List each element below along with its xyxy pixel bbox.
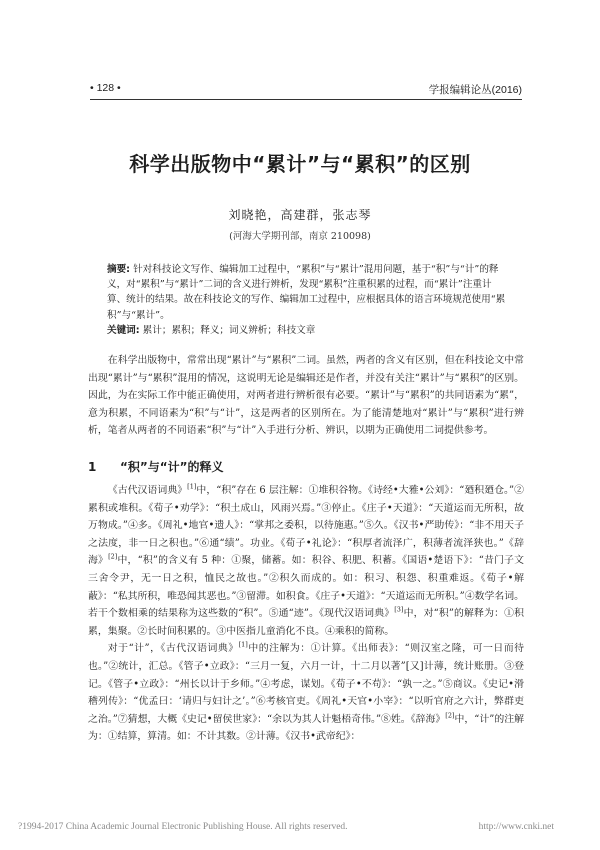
section-title: “积”与“计”的释义 bbox=[120, 460, 224, 474]
authors: 刘晓艳，高建群，张志琴 bbox=[228, 208, 372, 222]
intro-section bbox=[88, 352, 524, 440]
citation-link[interactable]: [2] bbox=[108, 553, 118, 562]
keywords-text: 累计；累积；释义；词义辨析；科技文章 bbox=[139, 325, 316, 336]
paragraph-ji bbox=[88, 482, 524, 640]
text-run: 《古代汉语词典》 bbox=[107, 485, 188, 496]
intro-paragraph: 在科学出版物中，常常出现“累计”与“累积”二词。虽然，两者的含义有区别，但在科技论文中常出现“累计”与“累积”混用的情况，这说明无论是编辑还是作者，并没有关注“累计”与“累积”的区别。因此，为在实际工作中能正确使用，对两者进行辨析很有必要。“累计”与“累积”的共同语素为“累”，意为积累，不同语素为“积”与“计”，这是两者的区别所在。为了能清楚地对“累计”与“累积”进行辨析，笔者从两者的不同语素“积”与“计”入手进行分析、辨识，以期为正确使用二词提供参考。 bbox=[88, 355, 524, 437]
header-rule bbox=[90, 99, 522, 100]
citation-link[interactable]: [1] bbox=[187, 482, 197, 491]
text-run: 中的注解为：①计算。《出师表》：“则汉室之隆，可一日而待也。”②统计，汇总。《管子•立政》：“三月一复，六月一计，十二月以著”[又]计薄，统计账册。③登记。《管子•立政》：“州长以计于乡师。”④考虑，谋划。《荀子•不苟》：“孰一之。”⑤商议。《史记•滑稽列传》：“优孟曰：‘请归与妇计之’。”⑥考核官吏。《周礼•天官•小宰》：“以听官府之六计，弊群吏之治。”⑦猜想，大概《史记•留侯世家》：“余以为其人计魁梧奇伟。”⑧姓。《辞海》 bbox=[88, 643, 524, 725]
section-number: 1 bbox=[88, 460, 97, 474]
abstract-text: 针对科技论文写作、编辑加工过程中，“累积”与“累计”混用问题，基于“积”与“计”的释义，对“累积”与“累计”二词的含义进行辨析，发现“累积”注重积累的过程，而“累计”注重计算、统计的结果。故在科技论文的写作、编辑加工过程中，应根据具体的语言环境规范使用“累积”与“累计”。 bbox=[107, 264, 506, 321]
text-run: 对于“计”，《古代汉语词典》 bbox=[107, 643, 239, 655]
page-number: • 128 • bbox=[90, 82, 121, 94]
text-run: 中，“计”的注解为：①结算，算清。如：不计其数。②计薄。《汉书•武帝纪》： bbox=[88, 713, 524, 743]
text-run: 中，对“积”的解释为：①积累，集聚。②长时间积累的。③中医指儿童消化不良。④乘积的简称。 bbox=[88, 608, 524, 637]
text-run: 中，“积”存在 6 层注解：①堆积谷物。《诗经•大雅•公刘》：“廼积廼仓。”②累积或堆积。《荀子•劝学》：“积土成山，风雨兴焉。”③停止。《庄子•天道》：“天道运而无所积，故万物成。”④多。《周礼•地官•遗人》：“掌邦之委积，以待施惠。”⑤久。《汉书•严助传》：“非不用天子之法度，非一日之积也。”⑥通“绩”。功业。《荀子•礼论》：“积厚者流泽广，积薄者流泽狭也。”《辞海》 bbox=[88, 485, 524, 567]
text-run: 中，“积”的含义有 5 种：①聚，储蓄。如：积谷、积肥、积蓄。《国语•楚语下》：“昔门子文三舍令尹，无一日之积，恤民之故也。”②积久而成的。如：积习、积怨、积重难返。《荀子•解蔽》：“私其所积，唯恐闻其恶也。”③留滞。如积食。《庄子•天道》：“天道运而无所积。”④数学名词。若干个数相乘的结果称为这些数的“积”。⑤通“迹”。《现代汉语词典》 bbox=[88, 555, 524, 620]
section-body bbox=[88, 482, 524, 746]
footer-url[interactable]: http://www.cnki.net bbox=[478, 822, 554, 832]
paragraph-jisuan bbox=[88, 640, 524, 746]
article-title: 科学出版物中“累计”与“累积”的区别 bbox=[129, 152, 471, 176]
abstract bbox=[107, 262, 507, 323]
affiliation: (河海大学期刊部，南京 210098) bbox=[229, 231, 371, 242]
citation-link[interactable]: [1] bbox=[238, 641, 248, 650]
keywords-label: 关键词: bbox=[107, 325, 140, 336]
copyright-notice: ?1994-2017 China Academic Journal Electronic Publishing House. All rights reserved. bbox=[18, 822, 348, 832]
citation-link[interactable]: [2] bbox=[445, 711, 455, 720]
running-header bbox=[90, 82, 522, 100]
journal-name: 学报编辑论丛(2016) bbox=[428, 84, 522, 96]
keywords bbox=[107, 323, 507, 338]
section-heading bbox=[88, 458, 224, 475]
citation-link[interactable]: [3] bbox=[394, 605, 404, 614]
abstract-label: 摘要: bbox=[107, 264, 131, 275]
